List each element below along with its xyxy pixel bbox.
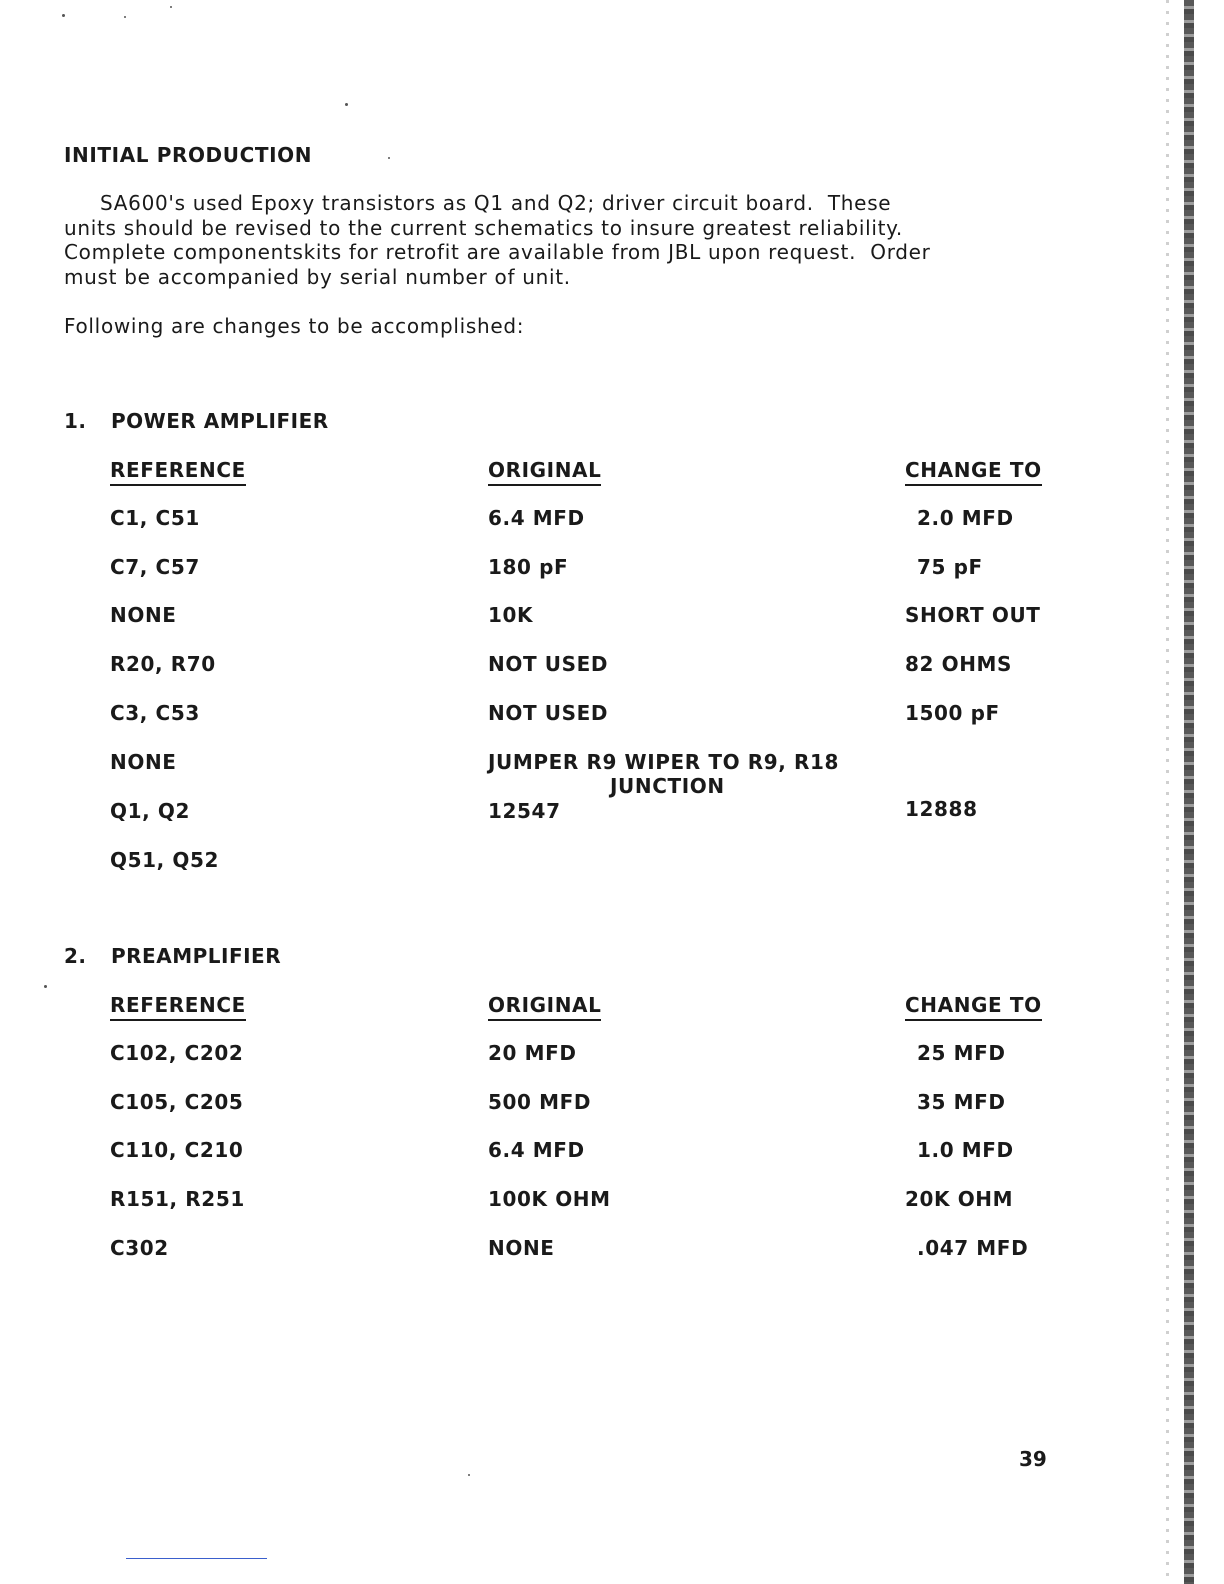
table-row-original: 6.4 MFD [488, 1138, 585, 1162]
table-row-original: 6.4 MFD [488, 506, 585, 530]
section-number: 1. [64, 409, 87, 433]
table-row-reference: C3, C53 [110, 701, 200, 725]
table-row-change-to: 2.0 MFD [917, 506, 1014, 530]
section-title: PREAMPLIFIER [111, 944, 282, 968]
scan-speck [44, 985, 47, 988]
table-row-change-to: 82 OHMS [905, 652, 1013, 676]
table-row-reference: C1, C51 [110, 506, 200, 530]
paragraph-line: Complete componentskits for retrofit are available from JBL upon request. Order [64, 240, 931, 264]
section-number: 2. [64, 944, 87, 968]
table-row-original: JUMPER R9 WIPER TO R9, R18 [488, 750, 840, 774]
table-row-change-to: 1.0 MFD [917, 1138, 1014, 1162]
paragraph-line: must be accompanied by serial number of unit. [64, 264, 571, 289]
table-row-original: 20 MFD [488, 1041, 577, 1065]
bottom-rule [126, 1558, 267, 1559]
table-row-reference: NONE [110, 750, 177, 774]
table-row-change-to: 25 MFD [917, 1041, 1006, 1065]
scan-speck [62, 14, 65, 17]
section-preamplifier [64, 944, 281, 968]
paragraph-line: SA600's used Epoxy transistors as Q1 and Q2; driver circuit board. These [100, 191, 892, 215]
section-power-amplifier [64, 409, 329, 433]
column-header-original: ORIGINAL [488, 458, 601, 486]
column-header-reference: REFERENCE [110, 993, 246, 1021]
table-row-reference: Q51, Q52 [110, 848, 220, 872]
table-row-original: 500 MFD [488, 1090, 592, 1114]
page-number: 39 [1019, 1447, 1047, 1471]
table-row-reference: Q1, Q2 [110, 799, 190, 823]
changes-intro: Following are changes to be accomplished: [64, 314, 525, 338]
table-row-original: 10K [488, 603, 534, 627]
table-row-original: NONE [488, 1236, 555, 1260]
table-row-reference: NONE [110, 603, 177, 627]
table-row-change-to: 75 pF [917, 555, 983, 579]
table-row-change-to: 12888 [905, 797, 978, 821]
scan-speck [170, 6, 172, 8]
column-header-change-to: CHANGE TO [905, 993, 1042, 1021]
column-header-reference: REFERENCE [110, 458, 246, 486]
intro-paragraph [64, 191, 1064, 289]
table-row-change-to: .047 MFD [917, 1236, 1029, 1260]
table-row-reference: C302 [110, 1236, 169, 1260]
table-row-original: NOT USED [488, 701, 609, 725]
scan-speck [468, 1474, 470, 1476]
scan-speck [388, 157, 390, 159]
column-header-change-to: CHANGE TO [905, 458, 1042, 486]
paragraph-line: units should be revised to the current schematics to insure greatest reliability. [64, 215, 903, 240]
section-title: POWER AMPLIFIER [111, 409, 329, 433]
table-row-original: 100K OHM [488, 1187, 611, 1211]
table-row-reference: C102, C202 [110, 1041, 244, 1065]
table-row-change-to: SHORT OUT [905, 603, 1041, 627]
page-heading: INITIAL PRODUCTION [64, 143, 313, 167]
column-header-original: ORIGINAL [488, 993, 601, 1021]
scan-speck [124, 16, 126, 18]
table-row-reference: C110, C210 [110, 1138, 244, 1162]
table-row-original: 12547 [488, 799, 561, 823]
table-row-reference: R20, R70 [110, 652, 216, 676]
table-row-original-continued: JUNCTION [610, 774, 725, 798]
table-row-original: 180 pF [488, 555, 569, 579]
table-row-reference: C7, C57 [110, 555, 200, 579]
table-row-reference: C105, C205 [110, 1090, 244, 1114]
table-row-change-to: 1500 pF [905, 701, 1000, 725]
table-row-original: NOT USED [488, 652, 609, 676]
table-row-change-to: 20K OHM [905, 1187, 1014, 1211]
scan-edge-dots [1166, 0, 1169, 1584]
table-row-reference: R151, R251 [110, 1187, 245, 1211]
scan-speck [345, 103, 348, 106]
table-row-change-to: 35 MFD [917, 1090, 1006, 1114]
scan-binding-edge [1184, 0, 1194, 1584]
